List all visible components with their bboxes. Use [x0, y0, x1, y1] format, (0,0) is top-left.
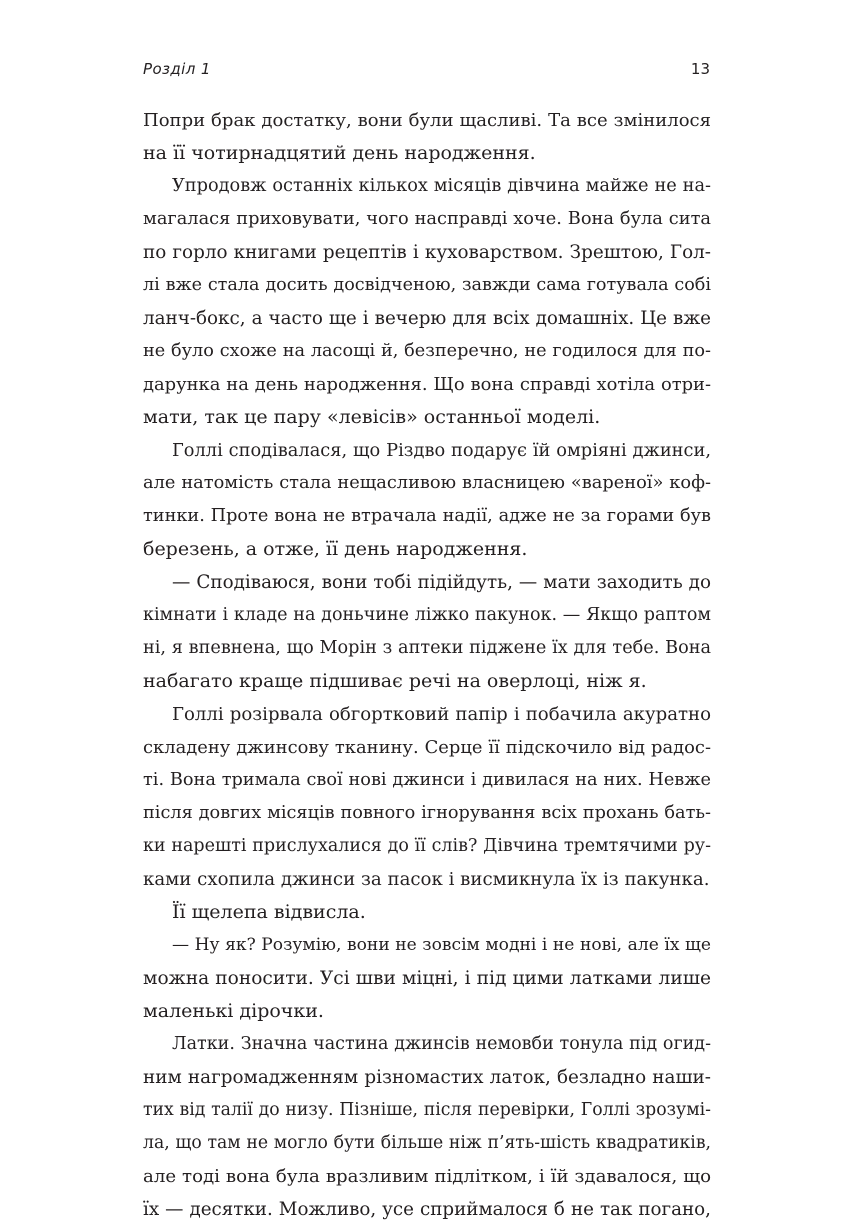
text-line: тинки. Проте вона не втрачала надії, адже не за горами був [143, 506, 711, 526]
text-line: — Сподіваюся, вони тобі підійдуть, — мати заходить до [172, 572, 711, 593]
text-line: магалася приховувати, чого насправді хоче. Вона була сита [143, 209, 711, 229]
text-line: ланч-бокс, а часто ще і вечерю для всіх домашніх. Це вже [143, 308, 711, 329]
body-text [143, 104, 711, 1226]
text-line: але натомість стала нещасливою власницею «вареної» коф- [143, 473, 711, 493]
text-line: Її щелепа відвисла. [172, 901, 366, 923]
text-line: дарунка на день народження. Що вона справді хотіла отри- [143, 374, 711, 395]
text-line: мати, так це пару «левісів» останньої моделі. [143, 406, 601, 428]
text-line: тих від талії до низу. Пізніше, після перевірки, Голлі зрозумі- [143, 1100, 711, 1120]
text-line: але тоді вона була вразливим підлітком, і їй здавалося, що [143, 1166, 711, 1187]
text-line: їх — десятки. Можливо, усе сприймалося б не так погано, [143, 1199, 711, 1220]
text-line: лі вже стала досить досвідченою, завжди сама готувала собі [143, 275, 711, 295]
text-line: кімнати і кладе на доньчине ліжко пакунок. — Якщо раптом [143, 605, 711, 625]
text-line: Голлі розірвала обгортковий папір і побачила акуратно [172, 704, 711, 725]
text-line: ті. Вона тримала свої нові джинси і дивилася на них. Невже [143, 770, 711, 790]
running-head: Розділ 1 [143, 60, 211, 78]
text-line: ками схопила джинси за пасок і висмикнула їх із пакунка. [143, 869, 710, 890]
text-line: ні, я впевнена, що Морін з аптеки піджене їх для тебе. Вона [143, 638, 711, 658]
text-line: ним нагромадженням різномастих латок, безладно наши- [143, 1067, 711, 1088]
text-line: після довгих місяців повного ігнорування всіх прохань бать- [143, 803, 711, 823]
text-line: березень, а отже, її день народження. [143, 538, 528, 560]
text-line: Упродовж останніх кількох місяців дівчина майже не на- [172, 176, 711, 196]
text-line: на її чотирнадцятий день народження. [143, 142, 536, 164]
text-line: Попри брак достатку, вони були щасливі. Та все змінилося [143, 110, 711, 131]
text-line: можна поносити. Усі шви міцні, і під цими латками лише [143, 968, 711, 989]
text-line: — Ну як? Розумію, вони не зовсім модні і не нові, але їх ще [172, 935, 711, 955]
text-line: не було схоже на ласощі й, безперечно, не годилося для по- [143, 341, 711, 361]
text-line: Голлі сподівалася, що Різдво подарує їй омріяні джинси, [172, 440, 711, 461]
text-line: Латки. Значна частина джинсів немовби тонула під огид- [172, 1034, 711, 1054]
text-line: складену джинсову тканину. Серце її підскочило від радос- [143, 737, 711, 758]
text-line: ки нарешті прислухалися до її слів? Дівчина тремтячими ру- [143, 836, 711, 856]
text-line: маленькі дірочки. [143, 1000, 324, 1022]
text-line: ла, що там не могло бути більше ніж п’ять-шість квадратиків, [143, 1133, 711, 1153]
text-line: набагато краще підшиває речі на оверлоці, ніж я. [143, 670, 647, 692]
text-line: по горло книгами рецептів і куховарством. Зрештою, Гол- [143, 242, 711, 263]
page-number: 13 [690, 60, 710, 78]
